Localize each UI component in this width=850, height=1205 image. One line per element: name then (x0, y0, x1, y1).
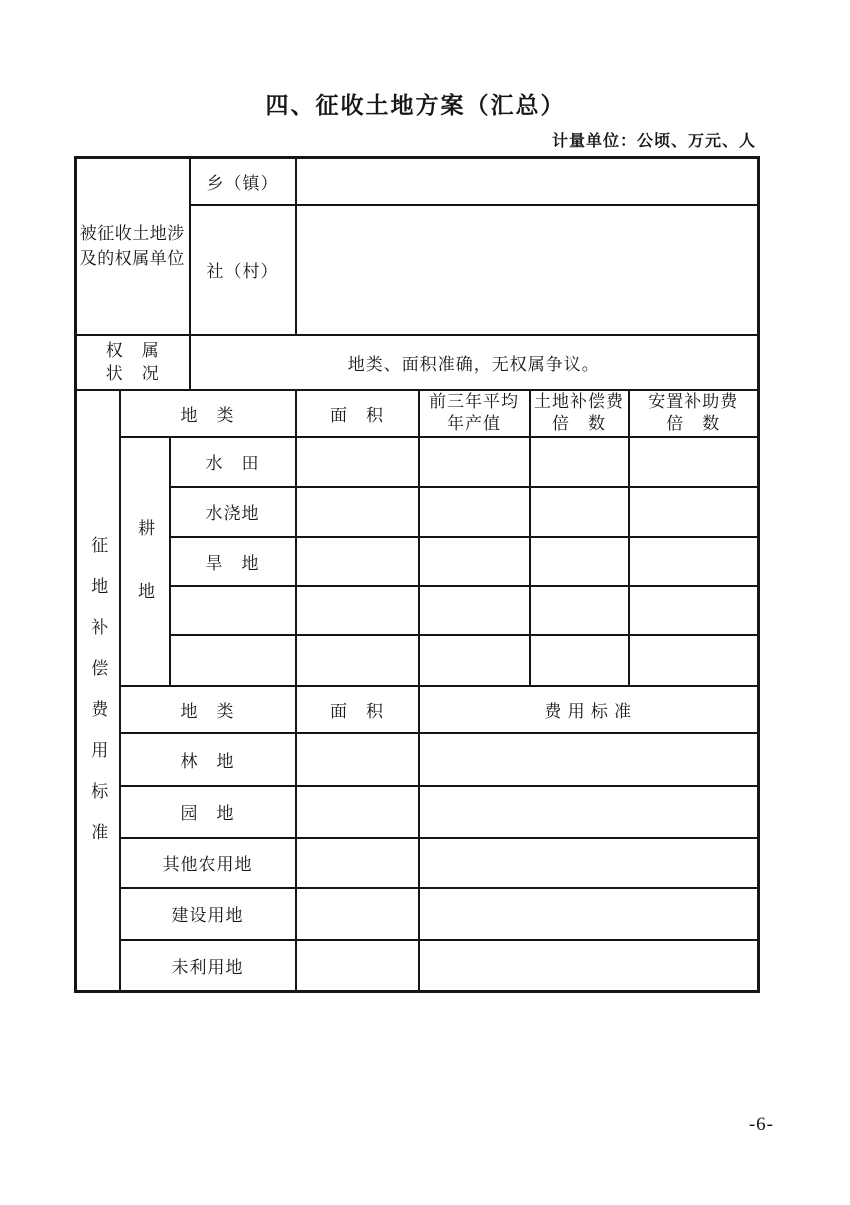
ownership-unit-label-text: 被征收土地涉及的权属单位 (79, 224, 185, 269)
dry-resettle-cell (629, 537, 759, 586)
ownership-unit-section-label (76, 158, 190, 335)
table-row-forest-land (76, 733, 759, 786)
row-label-construction-land: 建设用地 (120, 888, 296, 940)
table-row-dry-land (76, 537, 759, 586)
compensation-side-label-cell (76, 390, 120, 992)
lower-header-land-type: 地 类 (120, 686, 296, 733)
other-agri-area-cell (296, 838, 419, 888)
table-row-unused-land (76, 940, 759, 992)
cultivated-land-label-text: 耕地 (135, 518, 154, 645)
construction-area-cell (296, 888, 419, 940)
header-avg-annual-output: 前三年平均 年产值 (419, 390, 530, 437)
paddy-area-cell (296, 437, 419, 487)
village-value-cell (296, 205, 759, 335)
irrigated-area-cell (296, 487, 419, 537)
blank1-label-cell (170, 586, 296, 635)
paddy-avg-output-cell (419, 437, 530, 487)
page-number: -6- (748, 1114, 774, 1135)
dry-land-comp-cell (530, 537, 629, 586)
village-label-cell: 社（村） (190, 205, 296, 335)
compensation-side-label-text: 征地补偿费用标准 (88, 535, 108, 864)
forest-area-cell (296, 733, 419, 786)
row-label-other-agricultural-land: 其他农用地 (120, 838, 296, 888)
blank2-resettle-cell (629, 635, 759, 686)
dry-area-cell (296, 537, 419, 586)
unused-area-cell (296, 940, 419, 992)
forest-fee-cell (419, 733, 759, 786)
township-value-cell (296, 158, 759, 205)
other-agri-fee-cell (419, 838, 759, 888)
header-land-compensation-multiple: 土地补偿费 倍 数 (530, 390, 629, 437)
garden-area-cell (296, 786, 419, 838)
header-area: 面 积 (296, 390, 419, 437)
unused-fee-cell (419, 940, 759, 992)
table-row-other-agricultural-land (76, 838, 759, 888)
blank2-avg-output-cell (419, 635, 530, 686)
row-label-dry-land: 旱 地 (170, 537, 296, 586)
ownership-status-value: 地类、面积准确，无权属争议。 (190, 335, 759, 390)
township-label-cell: 乡（镇） (190, 158, 296, 205)
lower-header-area: 面 积 (296, 686, 419, 733)
irrigated-land-comp-cell (530, 487, 629, 537)
blank2-land-comp-cell (530, 635, 629, 686)
blank1-avg-output-cell (419, 586, 530, 635)
table-row-construction-land (76, 888, 759, 940)
irrigated-resettle-cell (629, 487, 759, 537)
upper-header-row (76, 390, 759, 437)
blank1-area-cell (296, 586, 419, 635)
land-expropriation-form-table (74, 156, 760, 993)
ownership-status-row (76, 335, 759, 390)
township-row (76, 158, 759, 205)
paddy-resettle-cell (629, 437, 759, 487)
row-label-forest-land: 林 地 (120, 733, 296, 786)
irrigated-avg-output-cell (419, 487, 530, 537)
blank2-area-cell (296, 635, 419, 686)
row-label-unused-land: 未利用地 (120, 940, 296, 992)
lower-header-fee-standard: 费 用 标 准 (419, 686, 759, 733)
table-row-irrigated-land (76, 487, 759, 537)
cultivated-land-group-label-cell (120, 437, 170, 686)
row-label-irrigated-land: 水浇地 (170, 487, 296, 537)
blank1-resettle-cell (629, 586, 759, 635)
unit-note: 计量单位：公顷、万元、人 (551, 133, 756, 150)
dry-avg-output-cell (419, 537, 530, 586)
table-row-paddy-field (76, 437, 759, 487)
ownership-status-label: 权 属 状 况 (76, 335, 190, 390)
table-row-cultivated-blank-2 (76, 635, 759, 686)
blank1-land-comp-cell (530, 586, 629, 635)
table-row-cultivated-blank-1 (76, 586, 759, 635)
header-land-type: 地 类 (120, 390, 296, 437)
header-resettlement-subsidy-multiple: 安置补助费 倍 数 (629, 390, 759, 437)
lower-header-row (76, 686, 759, 733)
garden-fee-cell (419, 786, 759, 838)
blank2-label-cell (170, 635, 296, 686)
table-row-garden-land (76, 786, 759, 838)
construction-fee-cell (419, 888, 759, 940)
row-label-paddy-field: 水 田 (170, 437, 296, 487)
row-label-garden-land: 园 地 (120, 786, 296, 838)
page-title: 四、征收土地方案（汇总） (265, 92, 566, 118)
paddy-land-comp-cell (530, 437, 629, 487)
